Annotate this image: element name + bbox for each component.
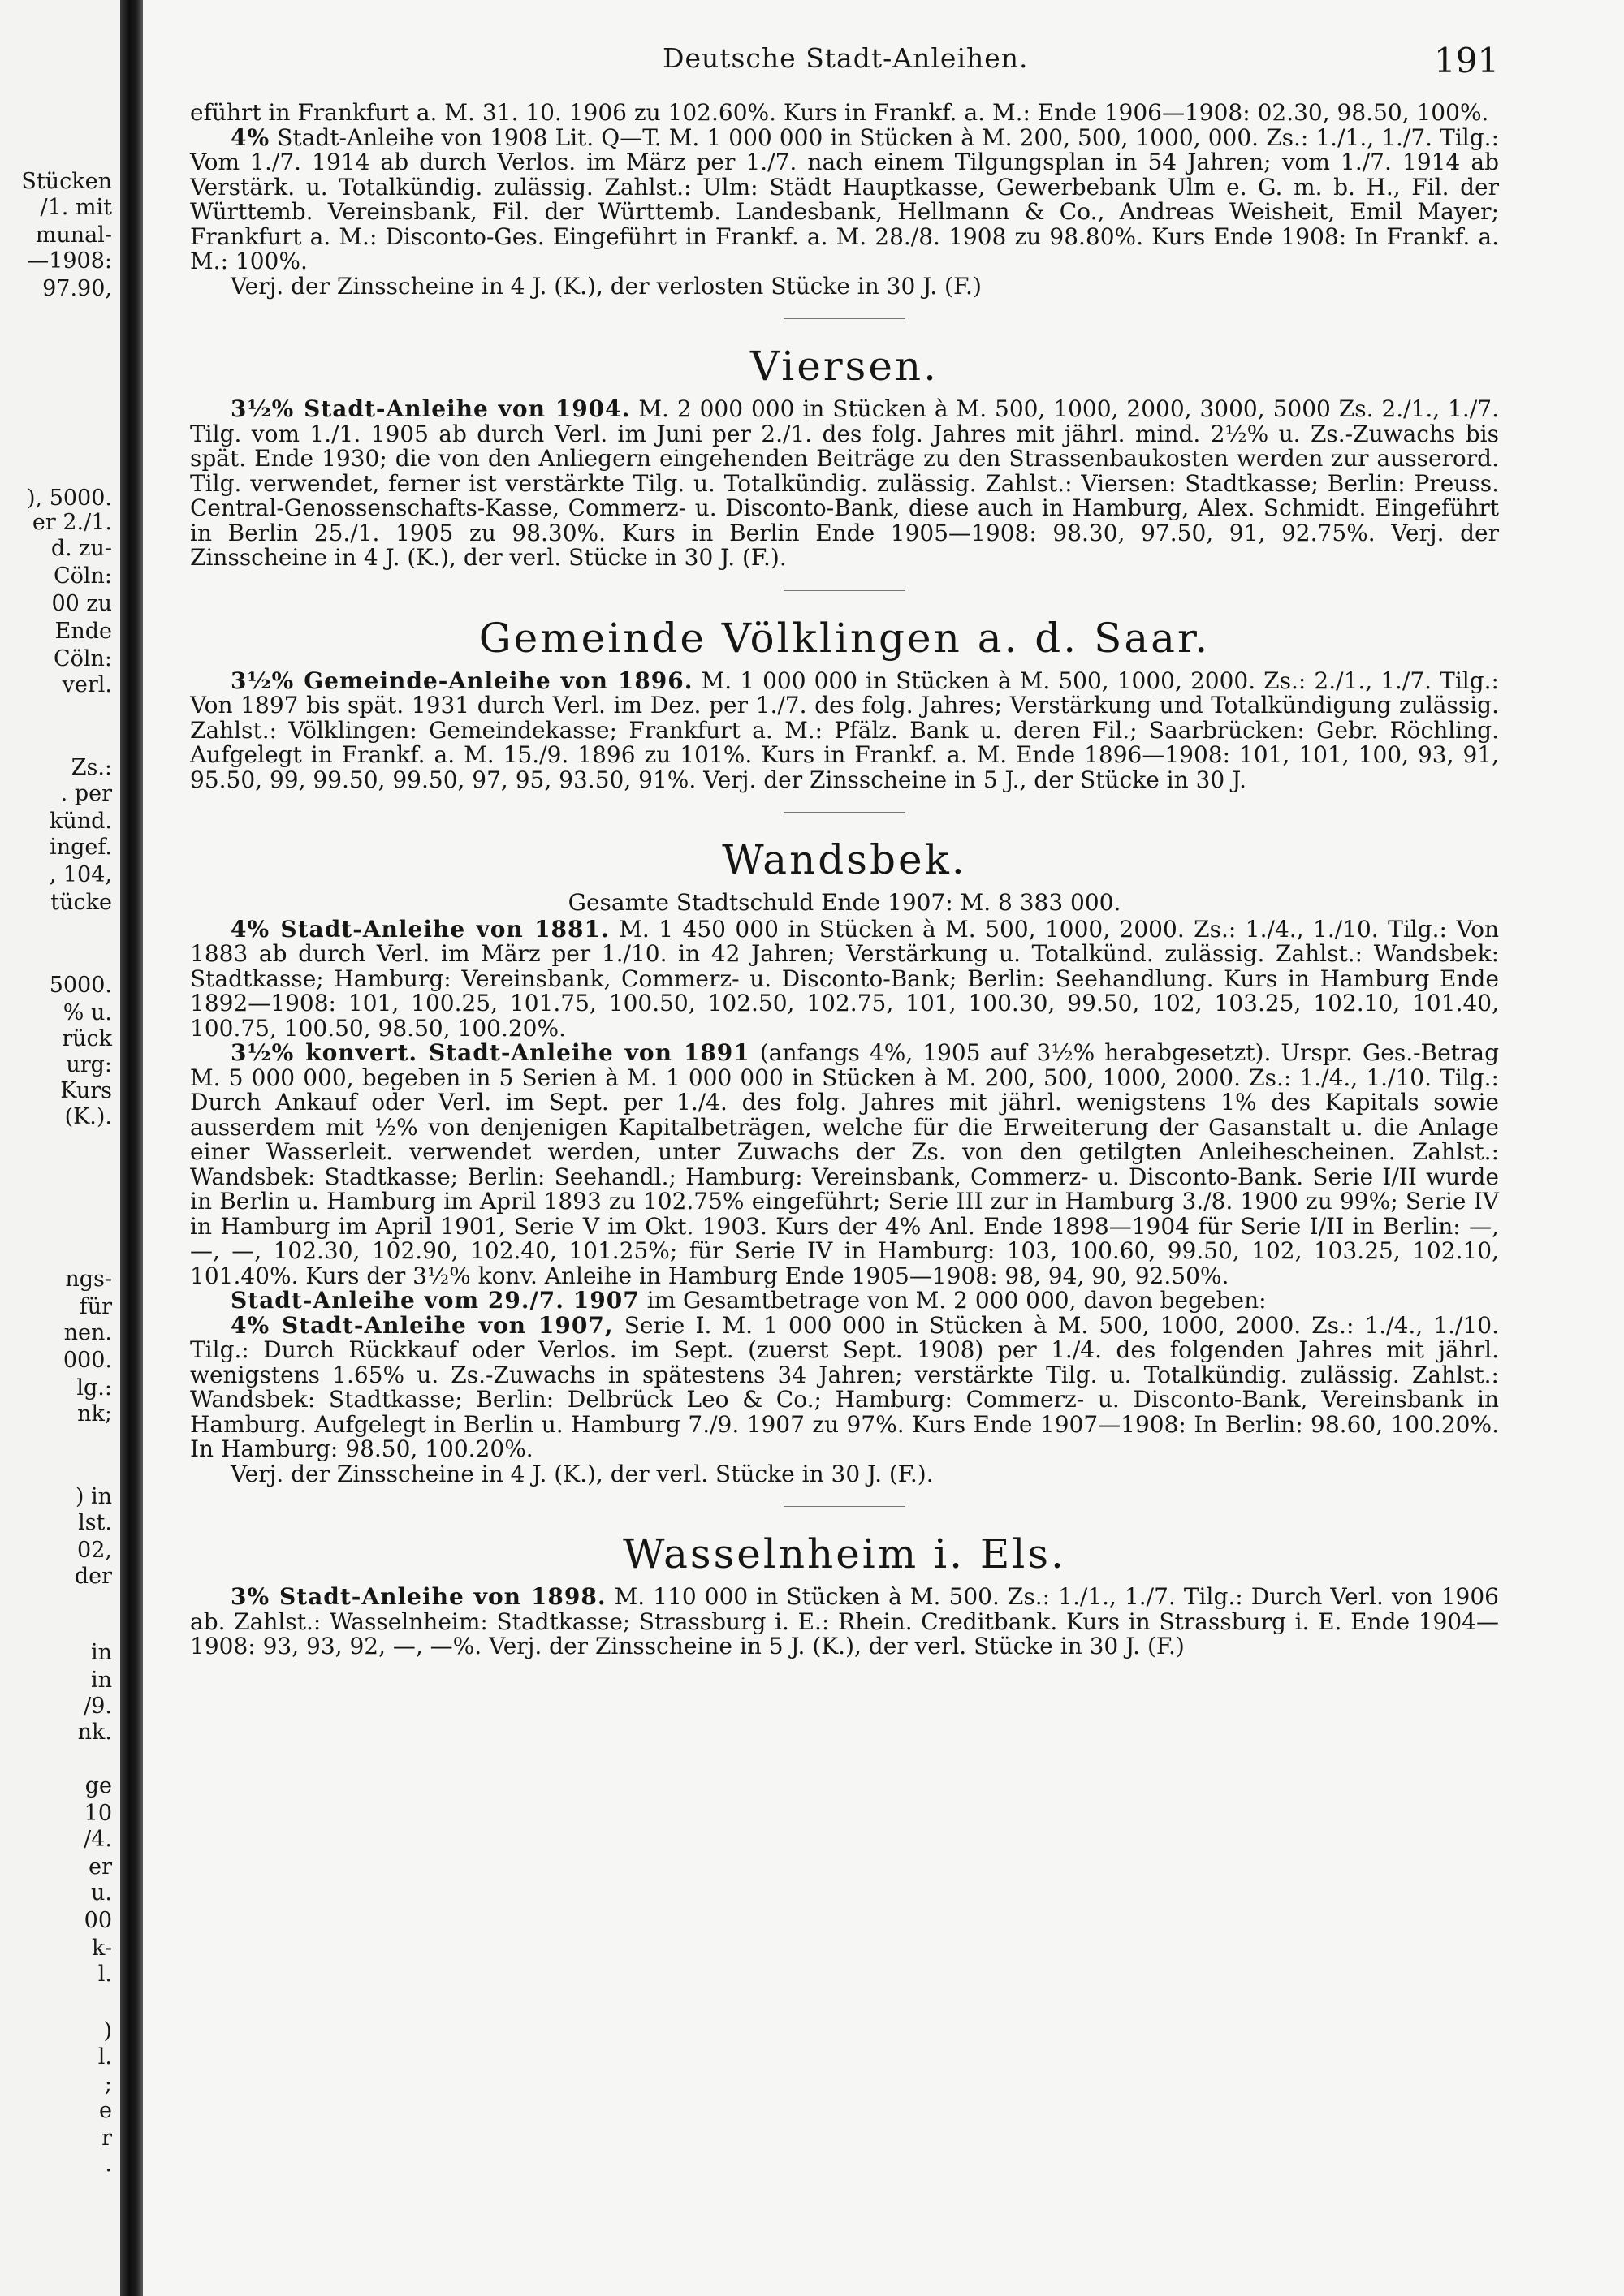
previous-page-fragment: 000.	[63, 1348, 112, 1373]
previous-page-fragment: nk;	[77, 1401, 112, 1426]
previous-page-fragment: für	[79, 1294, 112, 1319]
previous-page-fragment: 00 zu	[51, 591, 112, 616]
section-divider	[784, 1506, 905, 1507]
entry-text: M. 1 450 000 in Stücken à M. 500, 1000, 2000. Zs.: 1./4., 1./10. Tilg.: Von 1883 ab durch Verl. im März per 1./10. in 42 Jahren; Verstärkung u. Totalkünd. zulässig. Zahlst.: Wandsbek: Stadtkasse; Hamburg: Vereinsbank, Commerz- u. Disconto-Bank; Berlin: Seehandlung. Kurs in Hamburg Ende 1892—1908: 101, 100.25, 101.75, 100.50, 102.50, 102.75, 101, 100.30, 99.50, 102, 103.25, 102.10, 101.40, 100.75, 100.50, 98.50, 100.20%.	[190, 915, 1499, 1042]
entry-heading: 4% Stadt-Anleihe von 1907,	[231, 1311, 614, 1339]
previous-page-fragment: ngs-	[65, 1267, 112, 1292]
previous-page-fragment: 00	[84, 1908, 112, 1933]
previous-page-fragment: 02,	[77, 1538, 112, 1563]
previous-page-fragment: ) in	[75, 1484, 112, 1509]
entry-heading: 4%	[231, 123, 270, 151]
continuation-text: eführt in Frankfurt a. M. 31. 10. 1906 zu 102.60%. Kurs in Frankf. a. M.: Ende 1906—1908: 02.30, 98.50, 100%.	[190, 99, 1489, 126]
previous-page-fragment: ge	[84, 1773, 112, 1798]
previous-page-fragment: k-	[91, 1936, 112, 1961]
prescription-note: Verj. der Zinsscheine in 4 J. (K.), der verl. Stücke in 30 J. (F.).	[231, 1460, 934, 1487]
previous-page-fragment: ingef.	[50, 835, 112, 860]
page	[143, 0, 1624, 2296]
entry-heading: 3% Stadt-Anleihe von 1898.	[231, 1583, 607, 1610]
entry-wandsbek-1907-total	[190, 1288, 1499, 1314]
previous-page-fragment: Cöln:	[53, 563, 112, 589]
previous-page-fragment: Cöln:	[53, 646, 112, 671]
previous-page-fragment: Kurs	[60, 1078, 112, 1103]
previous-page-fragment: l.	[97, 1962, 112, 1987]
entry-heading: 4% Stadt-Anleihe von 1881.	[231, 915, 610, 943]
entry-wandsbek-1881	[190, 917, 1499, 1042]
previous-page-fragment: 10	[84, 1801, 112, 1826]
section-divider	[784, 590, 905, 591]
previous-page-fragment: /1. mit	[40, 195, 112, 220]
previous-page-fragment: er	[89, 1854, 112, 1880]
entry-wasselnheim-1898	[190, 1585, 1499, 1659]
entry-text: Serie I. M. 1 000 000 in Stücken à M. 500, 1000, 2000. Zs.: 1./4., 1./10. Tilg.: Durch Rückkauf oder Verlos. im Sept. (zuerst Sept. 1908) per 1./4. des folgenden Jahres mit jährl. wenigstens 1.65% u. Zs.-Zuwachs in spätestens 34 Jahren; verstärkte Tilg. u. Totalkündig. zulässig. Zahlst.: Wandsbek: Stadtkasse; Berlin: Delbrück Leo & Co.; Hamburg: Commerz- u. Disconto-Bank, Vereinsbank in Hamburg. Aufgelegt in Berlin u. Hamburg 7./9. 1907 zu 97%. Kurs Ende 1907—1908: In Berlin: 98.60, 100.20%. In Hamburg: 98.50, 100.20%.	[190, 1311, 1499, 1462]
previous-page-fragment: r	[102, 2126, 112, 2151]
entry-heading: Stadt-Anleihe vom 29./7. 1907	[231, 1287, 640, 1314]
book-gutter	[120, 0, 143, 2296]
previous-page-fragment: nen.	[63, 1320, 112, 1345]
previous-page-fragment: lg.:	[76, 1375, 112, 1400]
previous-page-fragment: der	[74, 1564, 112, 1589]
previous-page-fragment: )	[103, 2018, 112, 2044]
section-divider	[784, 812, 905, 813]
town-subtitle: Gesamte Stadtschuld Ende 1907: M. 8 383 000.	[568, 889, 1121, 916]
previous-page-fragment: . per	[60, 781, 112, 806]
previous-page-fragment: —1908:	[27, 248, 112, 274]
entry-text: Stadt-Anleihe von 1908 Lit. Q—T. M. 1 000 000 in Stücken à M. 200, 500, 1000, 000. Zs.: 1./1., 1./7. Tilg.: Vom 1./7. 1914 ab durch Verlos. im März per 1./7. nach einem Tilgungsplan in 54 Jahren; vom 1./7. 1914 ab Verstärk. u. Totalkündig. zulässig. Zahlst.: Ulm: Städt Hauptkasse, Gewerbebank Ulm e. G. m. b. H., Fil. der Württemb. Vereinsbank, Fil. der Württemb. Landesbank, Hellmann & Co., Andreas Weisheit, Emil Mayer; Frankfurt a. M.: Disconto-Ges. Eingeführt in Frankf. a. M. 28./8. 1908 zu 98.80%. Kurs Ende 1908: In Frankf. a. M.: 100%.	[190, 123, 1499, 274]
entry-wandsbek-1891	[190, 1041, 1499, 1288]
town-heading-wasselnheim: Wasselnheim i. Els.	[623, 1530, 1066, 1577]
previous-page-fragment: ;	[104, 2072, 112, 2097]
previous-page-fragment: (K.).	[64, 1104, 112, 1129]
previous-page-fragment: Stücken	[21, 169, 112, 194]
previous-page-fragment: 97.90,	[42, 276, 112, 301]
running-head: Deutsche Stadt-Anleihen.	[663, 42, 1029, 74]
entry-ulm-1908	[190, 123, 1499, 274]
prescription-note: Verj. der Zinsscheine in 4 J. (K.), der verlosten Stücke in 30 J. (F.)	[231, 272, 982, 300]
previous-page-fragment: , 104,	[49, 862, 112, 887]
entry-text: M. 2 000 000 in Stücken à M. 500, 1000, 2000, 3000, 5000 Zs. 2./1., 1./7. Tilg. vom 1./1. 1905 ab durch Verl. im Juni per 2./1. des folg. Jahres mit jährl. mind. 2½% u. Zs.-Zuwachs bis spät. Ende 1930; die von den Anliegern eingehenden Beiträge zu den Strassenbaukosten werden zur ausserord. Tilg. verwendet, ferner ist verstärkte Tilg. u. Totalkündig. zulässig. Zahlst.: Viersen: Stadtkasse; Berlin: Preuss. Central-Genossenschafts-Kasse, Commerz- u. Disconto-Bank, diese auch in Hamburg, Alex. Schmidt. Eingeführt in Berlin 25./1. 1905 zu 98.30%. Kurs in Berlin Ende 1905—1908: 98.30, 97.50, 91, 92.75%. Verj. der Zinsscheine in 4 J. (K.), der verl. Stücke in 30 J. (F.).	[190, 395, 1499, 571]
entry-heading: 3½% konvert. Stadt-Anleihe von 1891	[231, 1039, 750, 1066]
previous-page-fragment: e	[99, 2098, 112, 2123]
entry-heading: 3½% Stadt-Anleihe von 1904.	[231, 395, 631, 422]
previous-page-fragment: /9.	[84, 1694, 112, 1719]
previous-page-fragment: /4.	[84, 1827, 112, 1852]
previous-page-fragment: in	[90, 1668, 112, 1693]
entry-text: M. 110 000 in Stücken à M. 500. Zs.: 1./1., 1./7. Tilg.: Durch Verl. von 1906 ab. Zahlst.: Wasselnheim: Stadtkasse; Strassburg i. E.: Rhein. Creditbank. Kurs in Strassburg i. E. Ende 1904—1908: 93, 93, 92, —, —%. Verj. der Zinsscheine in 5 J. (K.), der verl. Stücke in 30 J. (F.)	[190, 1583, 1499, 1659]
previous-page-fragment: künd.	[49, 809, 112, 834]
previous-page-fragment: .	[105, 2151, 112, 2177]
previous-page-fragment: rück	[62, 1026, 112, 1051]
entry-heading: 3½% Gemeinde-Anleihe von 1896.	[231, 667, 693, 694]
entry-text: (anfangs 4%, 1905 auf 3½% herabgesetzt). Urspr. Ges.-Betrag M. 5 000 000, begeben in 5 Serien à M. 1 000 000 in Stücken à M. 200, 500, 1000, 2000. Zs.: 1./4., 1./10. Tilg.: Durch Ankauf oder Verl. im Sept. per 1./4. des folg. Jahres mit jährl. wenigstens 1% des Kapitals sowie ausserdem mit ½% von denjenigen Kapitalbeträgen, welche für die Erweiterung der Gasanstalt u. die Anlage einer Wasserleit. verwendet werden, unter Zuwachs der Zs. von den getilgten Anleihescheinen. Zahlst.: Wandsbek: Stadtkasse; Berlin: Seehandl.; Hamburg: Vereinsbank, Commerz- u. Disconto-Bank. Serie I/II wurde in Berlin u. Hamburg im April 1893 zu 102.75% eingeführt; Serie III zur in Hamburg 3./8. 1900 zu 99%; Serie IV in Hamburg im April 1901, Serie V im Okt. 1903. Kurs der 4% Anl. Ende 1898—1904 für Serie I/II in Berlin: —, —, —, 102.30, 102.90, 102.40, 101.25%; für Serie IV in Hamburg: 103, 100.60, 99.50, 102, 103.25, 102.10, 101.40%. Kurs der 3½% konv. Anleihe in Hamburg Ende 1905—1908: 98, 94, 90, 92.50%.	[190, 1039, 1500, 1289]
entry-wandsbek-1907	[190, 1311, 1499, 1462]
previous-page-fragment: urg:	[66, 1052, 112, 1077]
previous-page-fragment: tücke	[50, 890, 112, 915]
previous-page-fragment: Zs.:	[71, 755, 112, 780]
town-heading-viersen: Viersen.	[749, 343, 939, 390]
previous-page-fragment: % u.	[63, 1000, 112, 1025]
previous-page-fragment: ), 5000.	[27, 486, 112, 511]
page-number: 191	[1434, 41, 1500, 80]
previous-page-edge	[0, 0, 120, 2296]
section-divider	[784, 318, 905, 319]
previous-page-fragment: u.	[91, 1880, 112, 1905]
previous-page-fragment: in	[90, 1640, 112, 1665]
previous-page-fragment: er 2./1.	[32, 510, 112, 535]
entry-voelklingen-1896	[190, 669, 1499, 793]
previous-page-fragment: verl.	[62, 672, 112, 697]
previous-page-fragment: lst.	[78, 1510, 112, 1535]
previous-page-fragment: 5000.	[49, 973, 112, 998]
previous-page-fragment: nk.	[77, 1720, 112, 1745]
town-heading-wandsbek: Wandsbek.	[722, 836, 967, 883]
town-heading-voelklingen: Gemeinde Völklingen a. d. Saar.	[478, 614, 1211, 662]
entry-text: im Gesamtbetrage von M. 2 000 000, davon begeben:	[646, 1287, 1267, 1314]
page-content	[190, 101, 1499, 1659]
previous-page-fragment: d. zu-	[50, 536, 112, 561]
entry-viersen-1904	[190, 397, 1499, 571]
previous-page-fragment: l.	[97, 2044, 112, 2069]
previous-page-fragment: munal-	[35, 222, 112, 248]
previous-page-fragment: Ende	[54, 619, 112, 644]
entry-text: M. 1 000 000 in Stücken à M. 500, 1000, 2000. Zs.: 2./1., 1./7. Tilg.: Von 1897 bis spät. 1931 durch Verl. im Dez. per 1./7. des folg. Jahres; Verstärkung und Totalkündigung zulässig. Zahlst.: Völklingen: Gemeindekasse; Frankfurt a. M.: Pfälz. Bank u. deren Fil.; Saarbrücken: Gebr. Röchling. Aufgelegt in Frankf. a. M. 15./9. 1896 zu 101%. Kurs in Frankf. a. M. Ende 1896—1908: 101, 101, 100, 93, 91, 95.50, 99, 99.50, 99.50, 97, 95, 93.50, 91%. Verj. der Zinsscheine in 5 J., der Stücke in 30 J.	[190, 667, 1499, 793]
